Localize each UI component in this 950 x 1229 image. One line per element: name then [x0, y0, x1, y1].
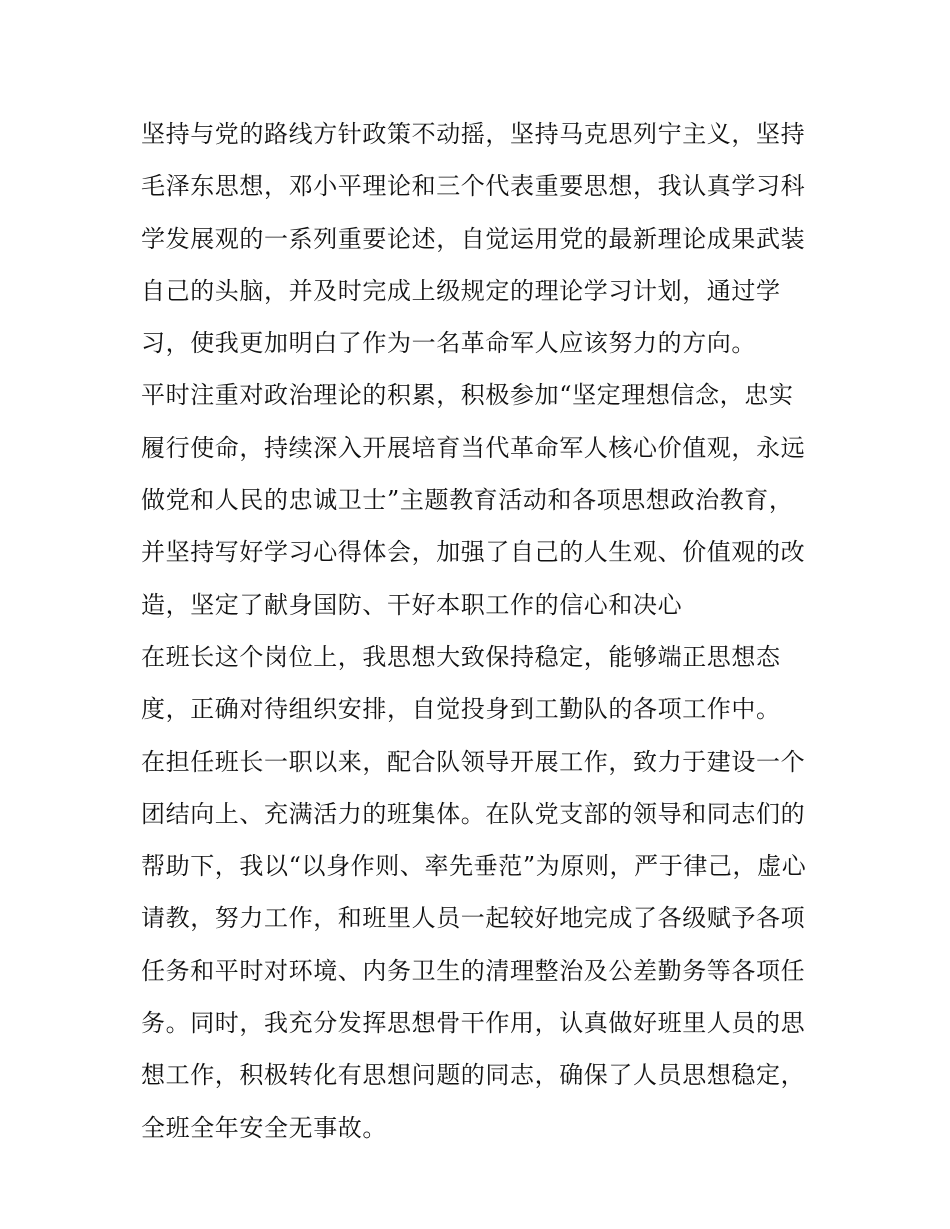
text-line: 全班全年安全无事故。 — [141, 1113, 387, 1142]
text-line: 并坚持写好学习心得体会，加强了自己的人生观、价值观的改 — [141, 538, 806, 567]
text-line: 务。同时，我充分发挥思想骨干作用，认真做好班里人员的思 — [141, 1009, 806, 1038]
text-line: 在班长这个岗位上，我思想大致保持稳定，能够端正思想态 — [141, 642, 781, 671]
text-line: 平时注重对政治理论的积累，积极参加“坚定理想信念，忠实 — [141, 381, 794, 410]
text-line: 在担任班长一职以来，配合队领导开展工作，致力于建设一个 — [141, 747, 806, 776]
text-line: 任务和平时对环境、内务卫生的清理整治及公差勤务等各项任 — [141, 956, 806, 985]
text-line: 自己的头脑，并及时完成上级规定的理论学习计划，通过学 — [141, 276, 781, 305]
text-line: 想工作，积极转化有思想问题的同志，确保了人员思想稳定， — [141, 1061, 806, 1090]
text-line: 请教，努力工作，和班里人员一起较好地完成了各级赋予各项 — [141, 904, 806, 933]
text-line: 习，使我更加明白了作为一名革命军人应该努力的方向。 — [141, 329, 756, 358]
text-line: 度，正确对待组织安排，自觉投身到工勤队的各项工作中。 — [141, 695, 781, 724]
document-body — [141, 108, 821, 1154]
text-line: 学发展观的一系列重要论述，自觉运用党的最新理论成果武装 — [141, 224, 806, 253]
text-line: 毛泽东思想，邓小平理论和三个代表重要思想，我认真学习科 — [141, 172, 806, 201]
text-line: 履行使命，持续深入开展培育当代革命军人核心价值观，永远 — [141, 433, 806, 462]
text-line: 团结向上、充满活力的班集体。在队党支部的领导和同志们的 — [141, 799, 806, 828]
text-line: 帮助下，我以“以身作则、率先垂范”为原则，严于律己，虚心 — [141, 852, 807, 881]
text-line: 造，坚定了献身国防、干好本职工作的信心和决心 — [141, 590, 683, 619]
text-line: 做党和人民的忠诚卫士”主题教育活动和各项思想政治教育， — [141, 486, 794, 515]
text-line: 坚持与党的路线方针政策不动摇，坚持马克思列宁主义，坚持 — [141, 120, 806, 148]
